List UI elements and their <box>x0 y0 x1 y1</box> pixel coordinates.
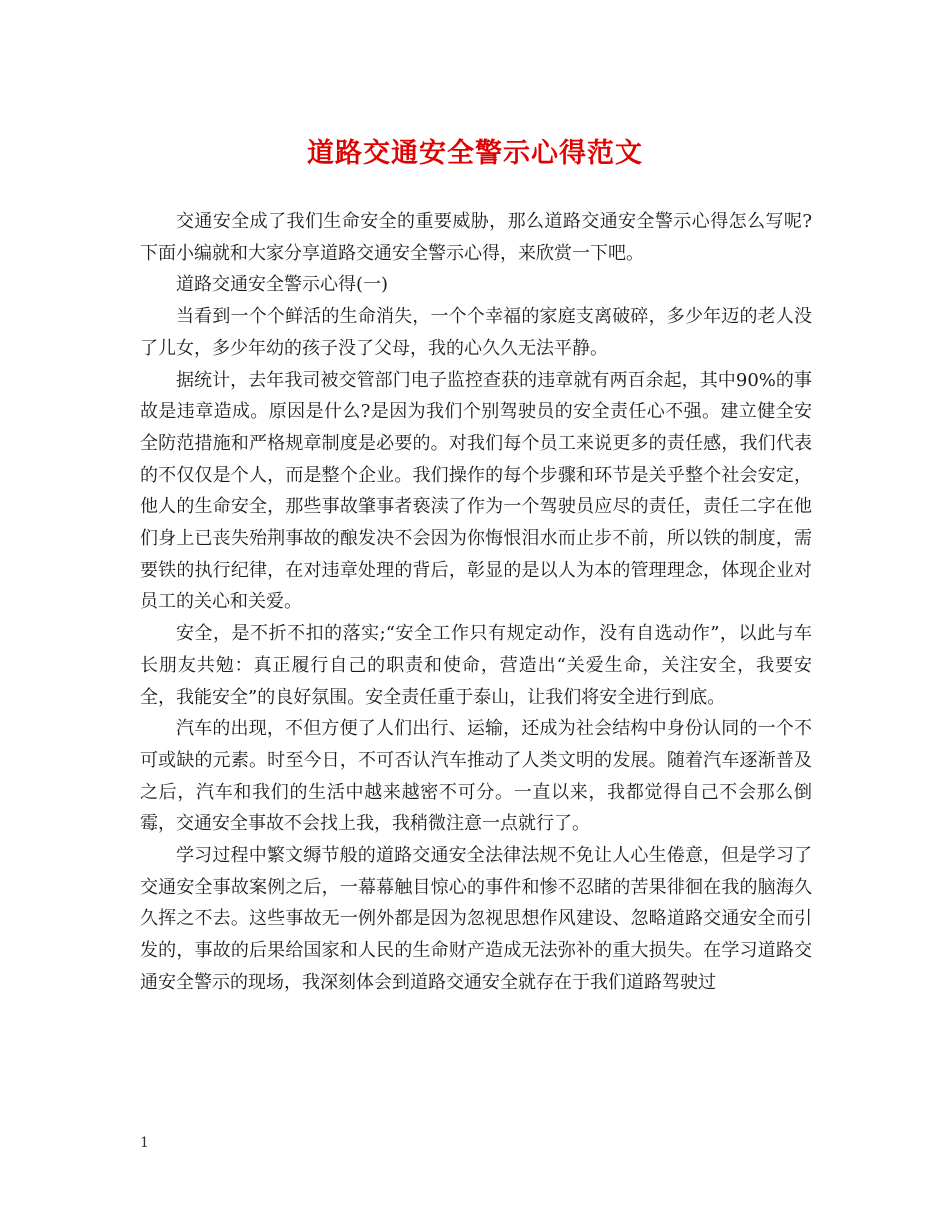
paragraph: 学习过程中繁文缛节般的道路交通安全法律法规不免让人心生倦意，但是学习了交通安全事故案例之后，一幕幕触目惊心的事件和惨不忍睹的苦果徘徊在我的脑海久久挥之不去。这些事故无一例外都是因为忽视思想作风建设、忽略道路交通安全而引发的，事故的后果给国家和人民的生命财产造成无法弥补的重大损失。在学习道路交通安全警示的现场，我深刻体会到道路交通安全就存在于我们道路驾驶过 <box>140 845 812 993</box>
paragraph-intro: 交通安全成了我们生命安全的重要威胁，那么道路交通安全警示心得怎么写呢?下面小编就和大家分享道路交通安全警示心得，来欣赏一下吧。 <box>140 211 812 264</box>
document-body <box>140 206 812 999</box>
paragraph: 安全，是不折不扣的落实;“安全工作只有规定动作，没有自选动作”，以此与车长朋友共勉：真正履行自己的职责和使命，营造出“关爱生命，关注安全，我要安全，我能安全”的良好氛围。安全责任重于泰山，让我们将安全进行到底。 <box>140 623 812 708</box>
paragraph: 据统计，去年我司被交管部门电子监控查获的违章就有两百余起，其中90%的事故是违章造成。原因是什么?是因为我们个别驾驶员的安全责任心不强。建立健全安全防范措施和严格规章制度是必要的。对我们每个员工来说更多的责任感，我们代表的不仅仅是个人，而是整个企业。我们操作的每个步骤和环节是关乎整个社会安定，他人的生命安全，那些事故肇事者亵渎了作为一个驾驶员应尽的责任，责任二字在他们身上已丧失殆荆事故的酿发决不会因为你悔恨泪水而止步不前，所以铁的制度，需要铁的执行纪律，在对违章处理的背后，彰显的是以人为本的管理理念，体现企业对员工的关心和关爱。 <box>140 369 812 613</box>
section-heading: 道路交通安全警示心得(一) <box>176 274 389 296</box>
page-number: 1 <box>140 1135 149 1151</box>
paragraph: 当看到一个个鲜活的生命消失，一个个幸福的家庭支离破碎，多少年迈的老人没了儿女，多少年幼的孩子没了父母，我的心久久无法平静。 <box>140 306 812 359</box>
paragraph: 汽车的出现，不但方便了人们出行、运输，还成为社会结构中身份认同的一个不可或缺的元素。时至今日，不可否认汽车推动了人类文明的发展。随着汽车逐渐普及之后，汽车和我们的生活中越来越密不可分。一直以来，我都觉得自己不会那么倒霉，交通安全事故不会找上我，我稍微注意一点就行了。 <box>140 718 812 835</box>
document-title: 道路交通安全警示心得范文 <box>307 138 643 169</box>
